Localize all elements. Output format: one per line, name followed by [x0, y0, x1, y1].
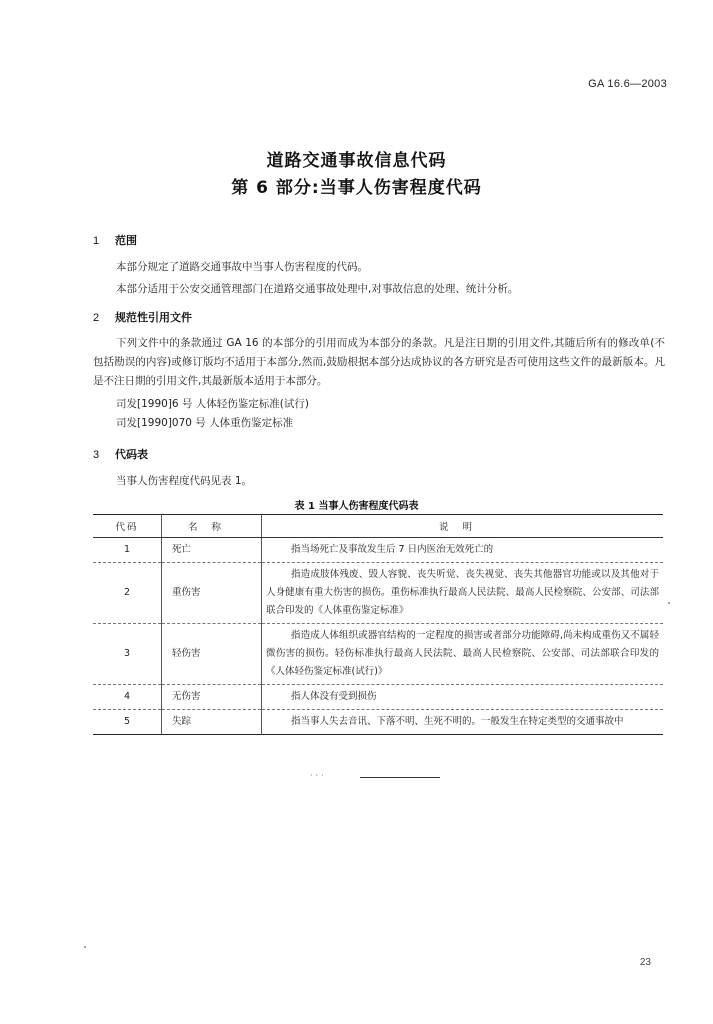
code-cell: 3 [93, 624, 162, 685]
section-3-paragraph-1: 当事人伤害程度代码见表 1。 [116, 475, 253, 487]
name-cell: 死亡 [162, 538, 262, 563]
code-cell: 4 [93, 685, 162, 710]
section-1-heading [93, 232, 137, 248]
scan-speck [84, 946, 86, 948]
section-number: 1 [93, 235, 100, 247]
code-cell: 1 [93, 538, 162, 563]
section-1-paragraph-1: 本部分规定了道路交通事故中当事人伤害程度的代码。 [116, 261, 368, 273]
code-cell: 5 [123, 716, 131, 727]
table-row [93, 710, 663, 735]
table-header-row [93, 515, 663, 538]
description-cell: 指人体没有受到损伤 [262, 685, 664, 710]
name-cell: 轻伤害 [162, 624, 262, 685]
table-row [93, 538, 663, 563]
reference-item-2: 司发[1990]070 号 人体重伤鉴定标准 [116, 417, 294, 429]
document-title: 道路交通事故信息代码 [266, 151, 447, 171]
section-number: 3 [93, 449, 100, 461]
table-row [93, 685, 663, 710]
table-caption: 表 1 当事人伤害程度代码表 [294, 501, 419, 512]
section-title: 规范性引用文件 [115, 311, 192, 324]
name-cell: 重伤害 [162, 563, 262, 624]
reference-item-1: 司发[1990]6 号 人体轻伤鉴定标准(试行) [116, 398, 309, 410]
scan-speck [668, 602, 670, 604]
name-cell: 无伤害 [162, 685, 262, 710]
description-cell: 指造成人体组织或器官结构的一定程度的损害或者部分功能障碍,尚未构成重伤又不属轻微伤害的损伤。轻伤标准执行最高人民法院、最高人民检察院、公安部、司法部联合印发的《人体轻伤鉴定标准(试行)》 [262, 624, 664, 685]
table-row [93, 624, 663, 685]
description-cell: 指当事人失去音讯、下落不明、生死不明的。一般发生在特定类型的交通事故中 [262, 710, 664, 735]
description-cell: 指当场死亡及事故发生后 7 日内医治无效死亡的 [262, 538, 664, 563]
page-number: 23 [639, 957, 651, 968]
description-cell: 指造成肢体残废、毁人容貌、丧失听觉、丧失视觉、丧失其他器官功能或以及其他对于人身健康有重大伤害的损伤。重伤标准执行最高人民法院、最高人民检察院、公安部、司法部联合印发的《人体重伤鉴定标准》 [262, 563, 664, 624]
end-separator-dots: ··· [310, 771, 327, 780]
injury-code-table [93, 514, 663, 735]
section-1-paragraph-2: 本部分适用于公安交通管理部门在道路交通事故处理中,对事故信息的处理、统计分析。 [116, 283, 519, 295]
code-cell: 2 [93, 563, 162, 624]
column-header-name: 名称 [162, 515, 262, 538]
section-3-heading [93, 446, 148, 462]
standard-code: GA 16.6—2003 [588, 78, 667, 90]
column-header-code: 代码 [93, 515, 162, 538]
name-cell: 失踪 [162, 710, 262, 735]
section-2-heading [93, 309, 192, 325]
section-2-paragraph-1: 下列文件中的条款通过 GA 16 的本部分的引用而成为本部分的条款。凡是注日期的引用文件,其随后所有的修改单(不包括勘误的内容)或修订版均不适用于本部分,然而,鼓励根据本部分达成协议的各方研究是否可使用这些文件的最新版本。凡是不注日期的引用文件,其最新版本适用于本部分。 [93, 337, 665, 387]
section-title: 代码表 [115, 448, 148, 461]
column-header-description: 说明 [262, 515, 664, 538]
section-number: 2 [93, 312, 100, 324]
document-subtitle: 第 6 部分:当事人伤害程度代码 [231, 178, 482, 198]
end-separator-line [360, 777, 440, 778]
section-title: 范围 [115, 234, 137, 247]
table-row [93, 563, 663, 624]
